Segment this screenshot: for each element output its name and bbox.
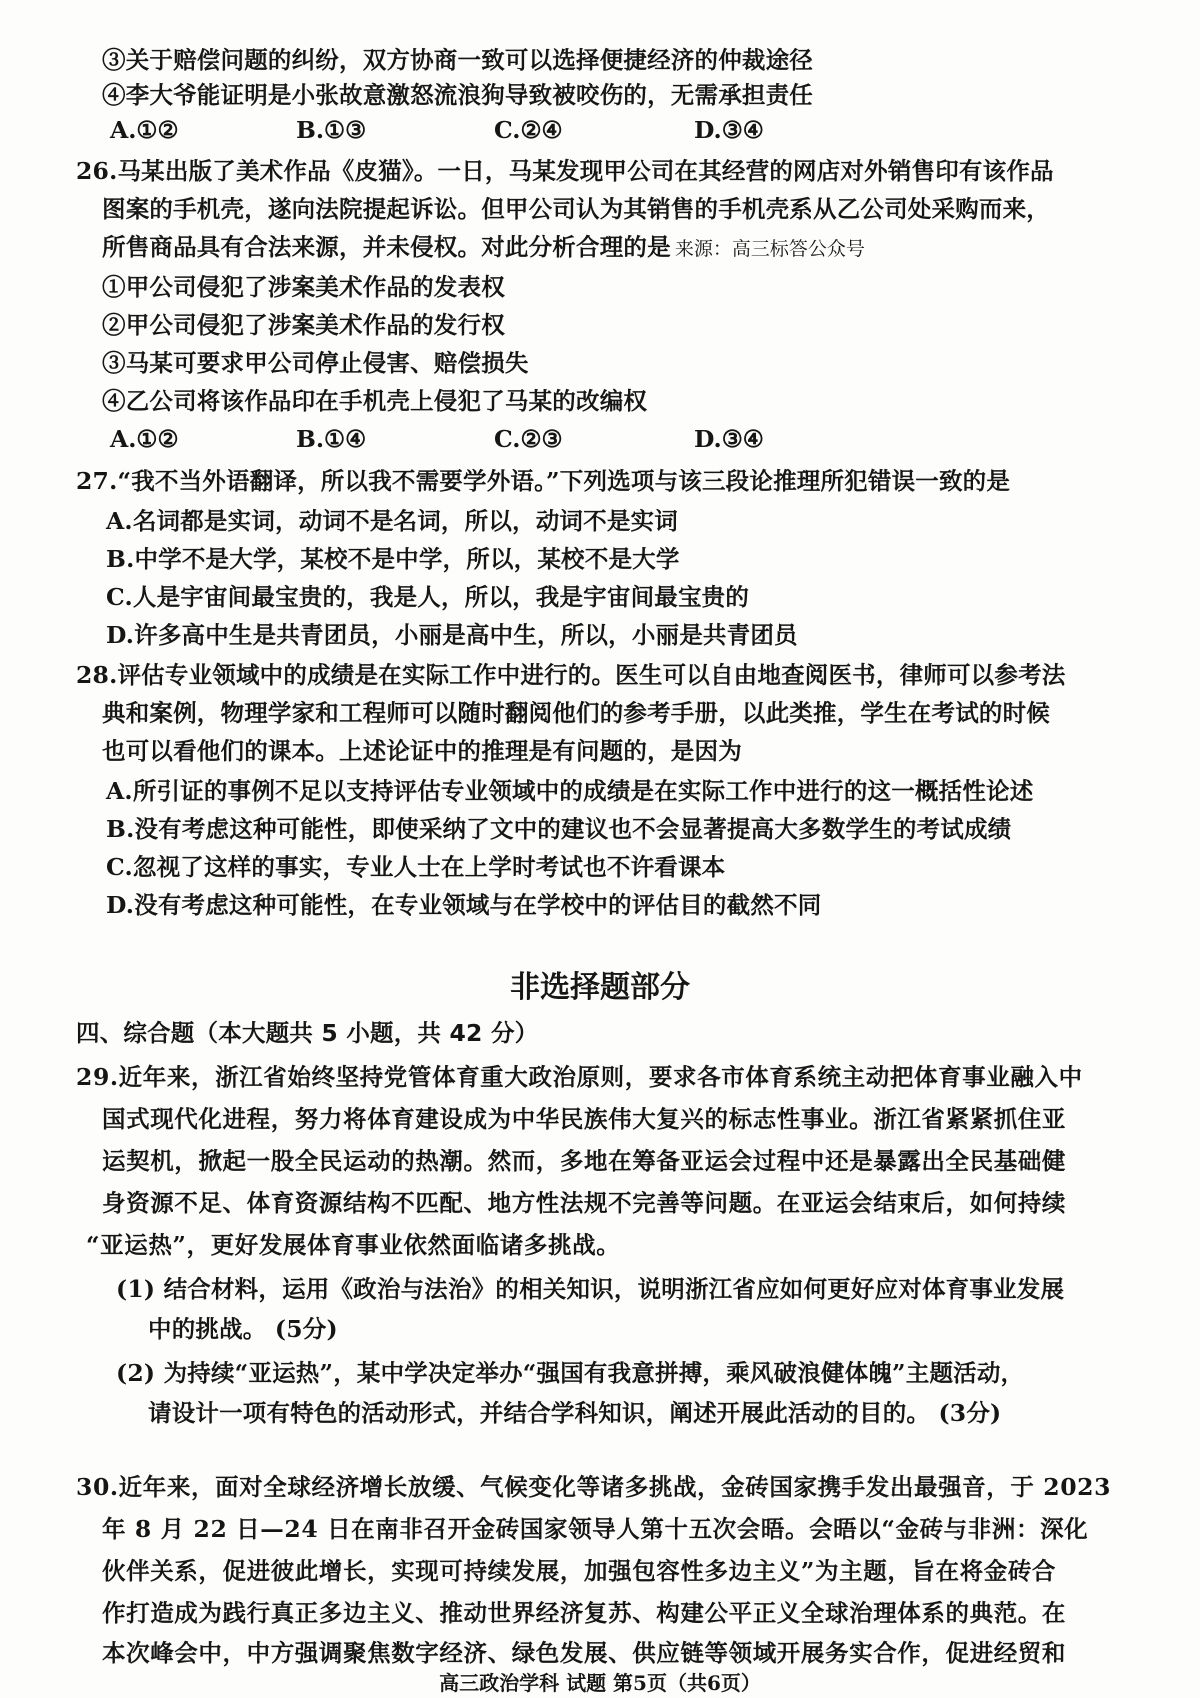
q30-material-line-5: 本次峰会中，中方强调聚焦数字经济、绿色发展、供应链等领域开展务实合作，促进经贸和 [102, 1639, 1066, 1667]
q26-stem-line-3 [102, 228, 865, 266]
q29-sub2-line-2: 请设计一项有特色的活动形式，并结合学科知识，阐述开展此活动的目的。 (3分) [148, 1399, 1002, 1427]
q26-statement-3: ③马某可要求甲公司停止侵害、赔偿损失 [102, 349, 529, 377]
source-note: 来源：高三标答公众号 [674, 238, 865, 260]
q30-material-line-2: 年 8 月 22 日—24 日在南非召开金砖国家领导人第十五次会晤。会晤以“金砖与非洲：深化 [102, 1515, 1089, 1543]
q29-material-line-2: 国式现代化进程，努力将体育建设成为中华民族伟大复兴的标志性事业。浙江省紧紧抓住亚 [102, 1105, 1066, 1133]
page-footer: 高三政治学科 试题 第5页（共6页） [439, 1671, 761, 1695]
q29-material-line-4: 身资源不足、体育资源结构不匹配、地方性法规不完善等问题。在亚运会结束后，如何持续 [102, 1189, 1066, 1217]
q29-material-line-3: 运契机，掀起一股全民运动的热潮。然而，多地在筹备亚运会过程中还是暴露出全民基础健 [102, 1147, 1066, 1175]
q29-material-line-1: 29.近年来，浙江省始终坚持党管体育重大政治原则，要求各市体育系统主动把体育事业融入中 [76, 1063, 1083, 1091]
q26-stem-line-3-text: 所售商品具有合法来源，并未侵权。对此分析合理的是 [102, 233, 671, 261]
q26-option-d: D.③④ [694, 425, 764, 453]
q27-stem: 27.“我不当外语翻译，所以我不需要学外语。”下列选项与该三段论推理所犯错误一致的是 [76, 467, 1011, 495]
q28-option-a: A.所引证的事例不足以支持评估专业领域中的成绩是在实际工作中进行的这一概括性论述 [106, 777, 1034, 805]
q26-option-b: B.①④ [296, 425, 367, 453]
q30-material-line-3: 伙伴关系，促进彼此增长，实现可持续发展，加强包容性多边主义”为主题，旨在将金砖合 [102, 1557, 1057, 1585]
q27-option-c: C.人是宇宙间最宝贵的，我是人，所以，我是宇宙间最宝贵的 [106, 583, 750, 611]
q26-stem-line-2: 图案的手机壳，遂向法院提起诉讼。但甲公司认为其销售的手机壳系从乙公司处采购而来， [102, 195, 1050, 223]
q25-option-c: C.②④ [494, 116, 563, 144]
q25-option-a: A.①② [110, 116, 179, 144]
q28-stem-line-2: 典和案例，物理学家和工程师可以随时翻阅他们的参考手册，以此类推，学生在考试的时候 [102, 699, 1050, 727]
q27-option-a: A.名词都是实词，动词不是名词，所以，动词不是实词 [106, 507, 678, 535]
q28-stem-line-3: 也可以看他们的课本。上述论证中的推理是有问题的，是因为 [102, 737, 742, 765]
q25-statement-4: ④李大爷能证明是小张故意激怒流浪狗导致被咬伤的，无需承担责任 [102, 81, 813, 109]
q30-material-line-1: 30.近年来，面对全球经济增长放缓、气候变化等诸多挑战，金砖国家携手发出最强音，于 2023 [76, 1473, 1112, 1501]
q29-sub1-line-2: 中的挑战。 (5分) [148, 1315, 338, 1343]
q26-statement-2: ②甲公司侵犯了涉案美术作品的发行权 [102, 311, 505, 339]
q26-option-c: C.②③ [494, 425, 563, 453]
q25-option-b: B.①③ [296, 116, 367, 144]
q29-sub2-line-1: (2) 为持续“亚运热”，某中学决定举办“强国有我意拼搏，乘风破浪健体魄”主题活动， [116, 1359, 1025, 1387]
q28-option-b: B.没有考虑这种可能性，即使采纳了文中的建议也不会显著提高大多数学生的考试成绩 [106, 815, 1012, 843]
section-title: 非选择题部分 [510, 970, 690, 1005]
q28-stem-line-1: 28.评估专业领域中的成绩是在实际工作中进行的。医生可以自由地查阅医书，律师可以参考法 [76, 661, 1066, 689]
q26-statement-1: ①甲公司侵犯了涉案美术作品的发表权 [102, 273, 505, 301]
q26-stem-line-1: 26.马某出版了美术作品《皮猫》。一日，马某发现甲公司在其经营的网店对外销售印有该作品 [76, 157, 1054, 185]
q27-option-d: D.许多高中生是共青团员，小丽是高中生，所以，小丽是共青团员 [106, 621, 798, 649]
q28-option-c: C.忽视了这样的事实，专业人士在上学时考试也不许看课本 [106, 853, 726, 881]
q30-material-line-4: 作打造成为践行真正多边主义、推动世界经济复苏、构建公平正义全球治理体系的典范。在 [102, 1599, 1066, 1627]
q27-option-b: B.中学不是大学，某校不是中学，所以，某校不是大学 [106, 545, 680, 573]
q25-statement-3: ③关于赔偿问题的纠纷，双方协商一致可以选择便捷经济的仲裁途径 [102, 46, 813, 74]
section-heading: 四、综合题（本大题共 5 小题，共 42 分） [76, 1019, 539, 1047]
q29-material-line-5: “亚运热”，更好发展体育事业依然面临诸多挑战。 [86, 1231, 621, 1259]
q25-option-d: D.③④ [694, 116, 764, 144]
q28-option-d: D.没有考虑这种可能性，在专业领域与在学校中的评估目的截然不同 [106, 891, 822, 919]
q29-sub1-line-1: (1) 结合材料，运用《政治与法治》的相关知识，说明浙江省应如何更好应对体育事业发展 [116, 1275, 1065, 1303]
q26-statement-4: ④乙公司将该作品印在手机壳上侵犯了马某的改编权 [102, 387, 648, 415]
q26-option-a: A.①② [110, 425, 179, 453]
